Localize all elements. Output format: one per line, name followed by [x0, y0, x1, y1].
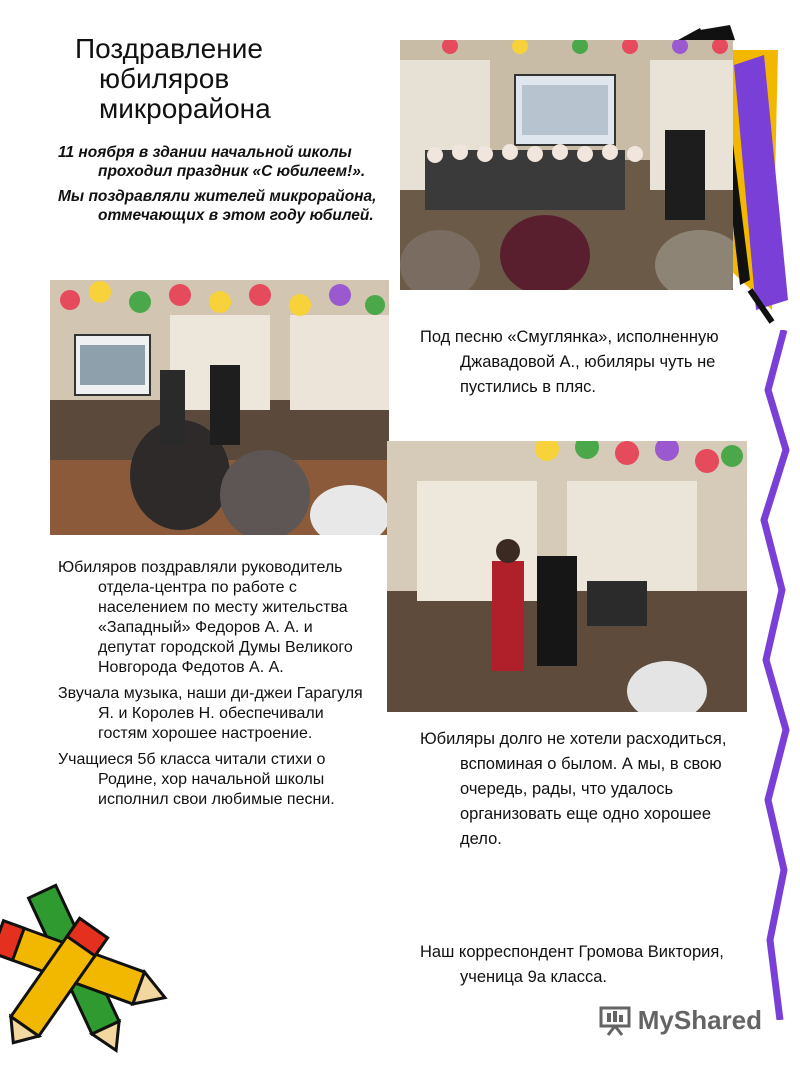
intro-block [58, 143, 378, 225]
caption-farewell-block [420, 727, 740, 852]
congratulators-paragraph: Юбиляров поздравляли руководитель отдела-центра по работе с населением по месту жительства «Западный» Федоров А. А. и депутат городской Думы Великого Новгорода Федотов А. А. [58, 559, 353, 676]
students-paragraph: Учащиеся 5б класса читали стихи о Родине, хор начальной школы исполнил свои любимые песни. [58, 751, 335, 808]
photo-choir [400, 40, 733, 290]
caption-farewell: Юбиляры долго не хотели расходиться, вспоминая о былом. А мы, в свою очередь, рады, что удалось организовать еще одно хорошее дело. [420, 730, 727, 848]
title-line-3: микрорайона [99, 93, 271, 124]
title-line-2: юбиляров [99, 63, 230, 94]
intro-paragraph-2: Мы поздравляли жителей микрорайона, отмечающих в этом году юбилей. [58, 188, 377, 224]
photo-singer [387, 441, 747, 712]
intro-paragraph-1: 11 ноября в здании начальной школы проходил праздник «С юбилеем!». [58, 144, 366, 180]
correspondent-block [420, 940, 740, 990]
title-line-1: Поздравление [75, 33, 263, 64]
pencils-icon [0, 860, 170, 1060]
page-title [75, 34, 375, 124]
caption-song-block [420, 325, 740, 400]
correspondent-credit: Наш корреспондент Громова Виктория, ученица 9а класса. [420, 943, 724, 986]
decorative-wavy-line-icon [756, 330, 800, 1020]
watermark-text: MyShared [637, 1004, 762, 1035]
watermark [598, 1003, 762, 1037]
presentation-board-icon [598, 1003, 632, 1037]
left-text-block [58, 558, 363, 810]
caption-song: Под песню «Смуглянка», исполненную Джавадовой А., юбиляры чуть не пустились в пляс. [420, 328, 719, 396]
music-paragraph: Звучала музыка, наши ди-джеи Гарагуля Я. и Королев Н. обеспечивали гостям хорошее настроение. [58, 685, 363, 742]
photo-audience [50, 280, 389, 535]
